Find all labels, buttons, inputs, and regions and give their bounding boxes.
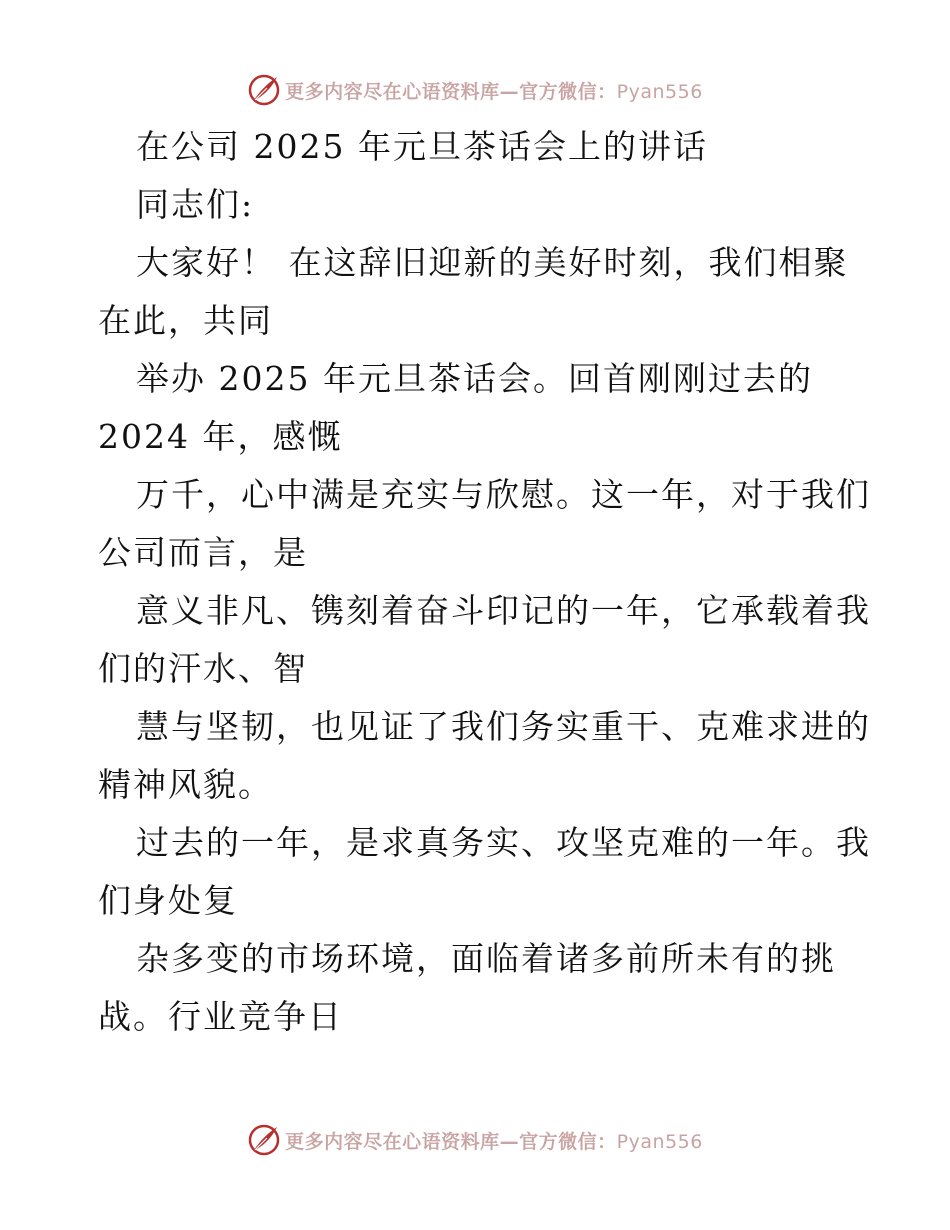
header-banner	[0, 68, 950, 112]
document-line: 在此，共同	[98, 301, 273, 340]
quill-pen-logo-icon	[247, 73, 281, 107]
document-line: 意义非凡、镌刻着奋斗印记的一年，它承载着我	[136, 591, 871, 630]
document-line: 在公司 2025 年元旦茶话会上的讲话	[136, 127, 708, 166]
document-line: 大家好！ 在这辞旧迎新的美好时刻，我们相聚	[136, 243, 849, 282]
document-line: 慧与坚韧，也见证了我们务实重干、克难求进的	[136, 707, 871, 746]
document-line: 万千，心中满是充实与欣慰。这一年，对于我们	[136, 475, 871, 514]
document-body	[98, 118, 871, 1046]
document-line: 们身处复	[98, 881, 238, 920]
wechat-id: Pyan556	[616, 1130, 703, 1153]
quill-pen-logo-icon	[247, 1123, 281, 1157]
document-line: 举办 2025 年元旦茶话会。回首刚刚过去的	[136, 359, 813, 398]
document-line: 同志们:	[136, 185, 255, 224]
document-line: 过去的一年，是求真务实、攻坚克难的一年。我	[136, 823, 871, 862]
document-line: 精神风貌。	[98, 765, 273, 804]
document-line: 公司而言，是	[98, 533, 308, 572]
banner-text: 更多内容尽在心语资料库—官方微信：Pyan556	[285, 1130, 703, 1153]
document-line: 杂多变的市场环境，面临着诸多前所未有的挑	[136, 939, 836, 978]
document-line: 们的汗水、智	[98, 649, 308, 688]
footer-banner	[0, 1118, 950, 1162]
document-line: 战。行业竞争日	[98, 997, 343, 1036]
document-line: 2024 年，感慨	[98, 417, 343, 456]
wechat-id: Pyan556	[616, 80, 703, 103]
banner-text: 更多内容尽在心语资料库—官方微信：Pyan556	[285, 80, 703, 103]
